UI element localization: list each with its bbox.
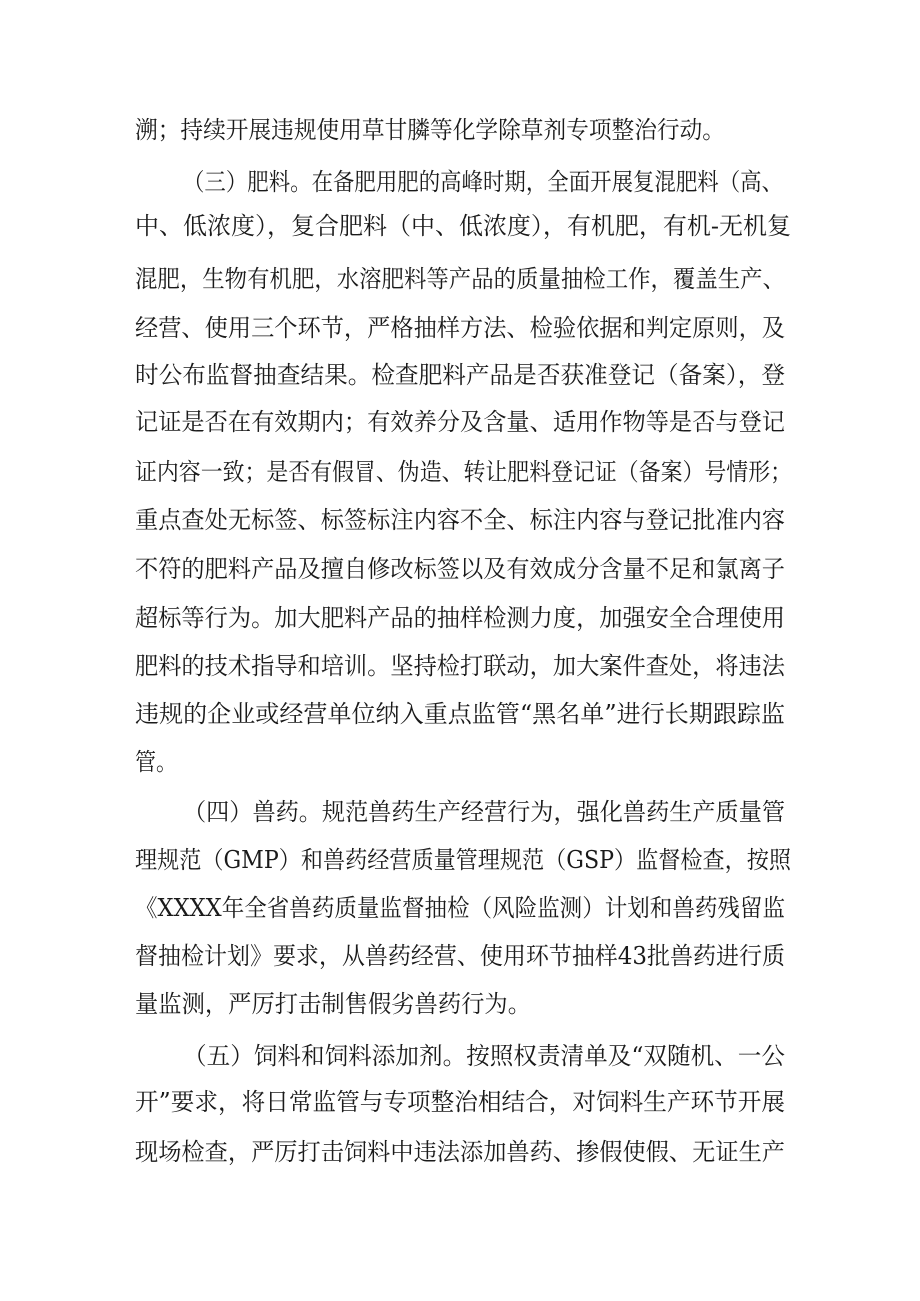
text-line [0, 549, 920, 589]
text-line-content: 量监测，严厉打击制售假劣兽药行为。 [135, 990, 531, 1018]
text-line-content: （五）饲料和饲料添加剂。按照权责清单及“双随机、一公 [183, 1042, 785, 1070]
text-line [0, 694, 920, 734]
text-line-content: 记证是否在有效期内；有效养分及含量、适用作物等是否与登记 [135, 408, 785, 436]
text-line [0, 742, 920, 782]
text-line [0, 646, 920, 686]
text-line-content: 经营、使用三个环节，严格抽样方法、检验依据和判定原则，及 [135, 314, 785, 342]
text-line-content: 中、低浓度），复合肥料（中、低浓度），有机肥，有机-无机复 [135, 212, 791, 240]
text-line [0, 1082, 920, 1122]
text-line-content: 肥料的技术指导和培训。坚持检打联动，加大案件查处，将违法 [135, 652, 785, 680]
text-line [0, 1132, 920, 1172]
text-line [0, 888, 920, 928]
text-line [0, 936, 920, 976]
text-line-content: 超标等行为。加大肥料产品的抽样检测力度，加强安全合理使用 [135, 604, 785, 632]
text-line-content: 开”要求，将日常监管与专项整治相结合，对饲料生产环节开展 [135, 1088, 785, 1116]
text-line-content: 重点查处无标签、标签标注内容不全、标注内容与登记批准内容 [135, 506, 785, 534]
text-line [0, 452, 920, 492]
text-line [0, 840, 920, 880]
text-line [0, 308, 920, 348]
text-line-content: 《XXXX年全省兽药质量监督抽检（风险监测）计划和兽药残留监 [135, 894, 785, 922]
text-line-content: 时公布监督抽查结果。检查肥料产品是否获准登记（备案），登 [135, 361, 785, 389]
text-line [0, 792, 920, 832]
text-line-content: 管。 [135, 748, 177, 776]
text-line-content: 现场检查，严厉打击饲料中违法添加兽药、掺假使假、无证生产 [135, 1138, 785, 1166]
text-line-content: （四）兽药。规范兽药生产经营行为，强化兽药生产质量管 [183, 798, 785, 826]
text-line [0, 598, 920, 638]
text-line-content: 违规的企业或经营单位纳入重点监管“黑名单”进行长期跟踪监 [135, 700, 785, 728]
text-line-content: （三）肥料。在备肥用肥的高峰时期，全面开展复混肥料（高、 [183, 168, 783, 196]
text-line-content: 督抽检计划》要求，从兽药经营、使用环节抽样43批兽药进行质 [135, 942, 785, 970]
text-line [0, 402, 920, 442]
text-line-content: 不符的肥料产品及擅自修改标签以及有效成分含量不足和氯离子 [135, 555, 785, 583]
text-line [0, 110, 920, 150]
text-line [0, 259, 920, 299]
text-line [0, 162, 920, 202]
text-line-content: 溯；持续开展违规使用草甘膦等化学除草剂专项整治行动。 [135, 116, 725, 144]
text-line-content: 证内容一致；是否有假冒、伪造、转让肥料登记证（备案）号情形； [135, 458, 792, 486]
text-line [0, 206, 920, 246]
text-line [0, 984, 920, 1024]
text-line [0, 355, 920, 395]
text-line-content: 理规范（GMP）和兽药经营质量管理规范（GSP）监督检查，按照 [135, 846, 791, 874]
text-line [0, 500, 920, 540]
text-line-content: 混肥，生物有机肥，水溶肥料等产品的质量抽检工作，覆盖生产、 [135, 265, 785, 293]
text-line [0, 1036, 920, 1076]
